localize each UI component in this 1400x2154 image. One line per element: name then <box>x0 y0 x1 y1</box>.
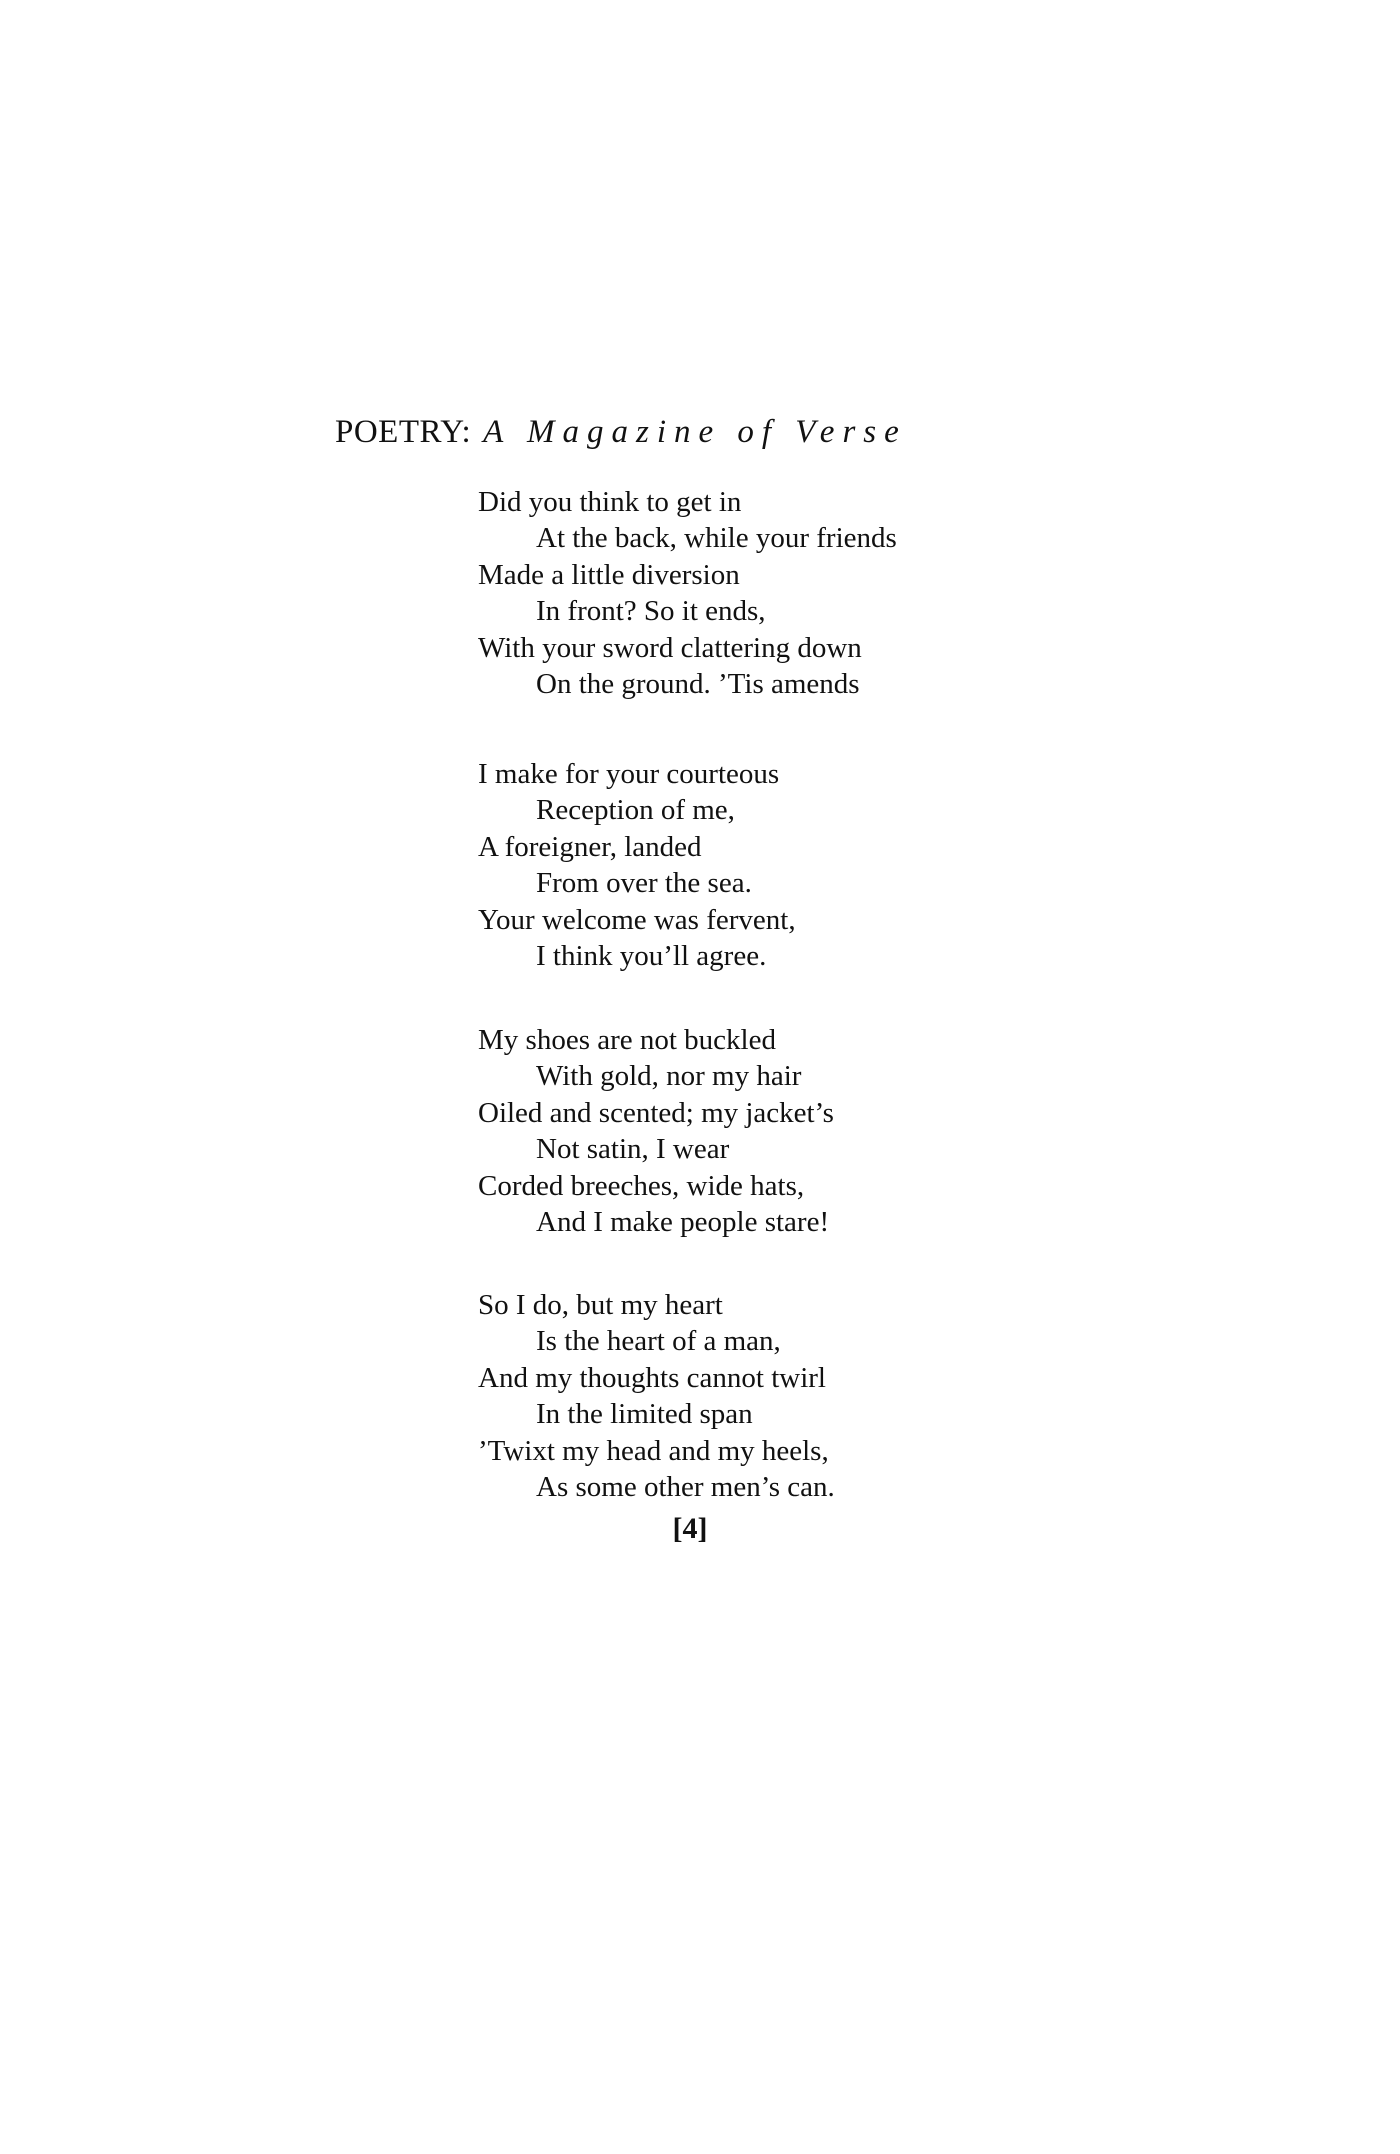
poem-line: ’Twixt my head and my heels, <box>478 1434 829 1467</box>
poem-line: I make for your courteous <box>478 758 780 790</box>
poem-line: In the limited span <box>536 1398 753 1431</box>
poem-line: In front? So it ends, <box>536 595 766 628</box>
journal-name: POETRY: <box>335 414 472 450</box>
journal-subtitle: A Magazine of Verse <box>483 414 907 450</box>
poem-line: Made a little diversion <box>478 558 740 591</box>
poem-line: And my thoughts cannot twirl <box>478 1361 826 1394</box>
stanza-1 <box>478 484 897 702</box>
poem-line: Your welcome was fervent, <box>478 903 796 936</box>
page-number <box>0 1512 1400 1546</box>
stanza-3 <box>478 1022 834 1240</box>
poem-line: So I do, but my heart <box>478 1289 723 1321</box>
poem-line: I think you’ll agree. <box>536 939 767 972</box>
poem-line: Reception of me, <box>536 794 735 827</box>
poem-line: At the back, while your friends <box>536 522 897 555</box>
poem-line: Did you think to get in <box>478 486 742 518</box>
poem-line: Is the heart of a man, <box>536 1325 781 1358</box>
poem-line: Not satin, I wear <box>536 1133 730 1166</box>
poem-line: With gold, nor my hair <box>536 1060 802 1093</box>
poem-line: Corded breeches, wide hats, <box>478 1169 805 1202</box>
running-header <box>335 412 907 452</box>
poem-line: With your sword clattering down <box>478 631 862 664</box>
poem-line: A foreigner, landed <box>478 830 702 863</box>
poem-line: As some other men’s can. <box>536 1470 835 1503</box>
stanza-2 <box>478 756 796 974</box>
poem-line: On the ground. ’Tis amends <box>536 667 860 700</box>
poem-line: Oiled and scented; my jacket’s <box>478 1096 834 1129</box>
poem-line: And I make people stare! <box>536 1205 830 1238</box>
poem-line: My shoes are not buckled <box>478 1024 776 1056</box>
page-number-label: [4] <box>672 1512 708 1545</box>
poem-line: From over the sea. <box>536 867 752 900</box>
stanza-4 <box>478 1287 835 1505</box>
